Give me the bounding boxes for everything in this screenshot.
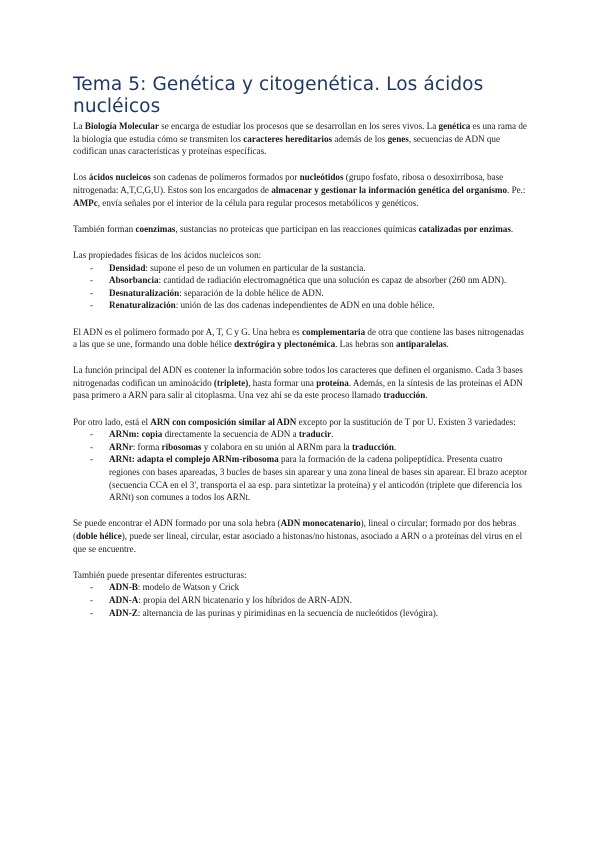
- list-item: - Renaturalización: unión de las dos cadenas independientes de ADN en una doble hélice.: [73, 299, 528, 312]
- list-item: - Absorbancia: cantidad de radiación electromagnética que una solución es capaz de absorber (260 nm ADN).: [73, 274, 528, 287]
- paragraph-funcion-adn: La función principal del ADN es contener la información sobre todos los caracteres que definen el organismo. Cada 3 bases nitrogenadas codifican un aminoácido (triplete), hasta formar una proteína. Además, en la síntesis de las proteínas el ADN pasa primero a ARN para salir al citoplasma. Una vez ahí se da este proceso llamado traducción.: [73, 365, 523, 401]
- paragraph-adn: El ADN es el polímero formado por A, T, C y G. Una hebra es complementaria de otra que contiene las bases nitrogenadas a las que se une, formando una doble hélice dextrógira y plectonémica. Las hebras son antiparalelas.: [73, 326, 524, 350]
- paragraph-formas-adn: Se puede encontrar el ADN formado por una sola hebra (ADN monocatenario), lineal o circular; formado por dos hebras (doble hélice), puede ser lineal, circular, estar asociado a histonas/no histonas, asociado a ARN o a proteínas del virus en el que se encuentre.: [73, 518, 523, 554]
- list-item: - Desnaturalización: separación de la doble hélice de ADN.: [73, 287, 528, 300]
- list-propiedades: [73, 262, 528, 312]
- list-item: - ADN-A: propia del ARN bicatenario y los híbridos de ARN-ADN.: [73, 594, 528, 607]
- paragraph-estructuras-intro: También puede presentar diferentes estructuras:: [73, 569, 247, 580]
- list-item: - ADN-B: modelo de Watson y Crick: [73, 581, 528, 594]
- paragraph-acidos-nucleicos: Los ácidos nucleicos son cadenas de polímeros formados por nucleótidos (grupo fosfato, ribosa o desoxirribosa, base nitrogenada: A,T,C,G,U). Estos son los encargados de almacenar y gestionar la información genética del organismo. Pe.: AMPc, envía señales por el interior de la célula para regular procesos metabólicos y genéticos.: [73, 172, 526, 208]
- list-item: - ARNm: copia directamente la secuencia de ADN a traducir.: [73, 428, 528, 441]
- list-item: - Densidad: supone el peso de un volumen en particular de la sustancia.: [73, 262, 528, 275]
- page-title: Tema 5: Genética y citogenética. Los ácidos nucléicos: [73, 74, 484, 117]
- list-item: - ADN-Z: alternancia de las purinas y pirimidinas en la secuencia de nucleótidos (levógira).: [73, 607, 528, 620]
- list-estructuras: [73, 581, 528, 619]
- list-item: - ARNr: forma ribosomas y colabora en su unión al ARNm para la traducción.: [73, 441, 528, 454]
- paragraph-arn: Por otro lado, está el ARN con composición similar al ADN excepto por la sustitución de T por U. Existen 3 variedades:: [73, 416, 516, 427]
- paragraph-propiedades-intro: Las propiedades físicas de los ácidos nucleicos son:: [73, 249, 262, 260]
- paragraph-biologia-molecular: La Biología Molecular se encarga de estudiar los procesos que se desarrollan en los seres vivos. La genética es una rama de la biología que estudia cómo se transmiten los caracteres hereditarios además de los genes, secuencias de ADN que codifican unas características y proteínas específicas.: [73, 121, 527, 157]
- list-arn: [73, 428, 528, 504]
- list-item: - ARNt: adapta el complejo ARNm-ribosoma para la formación de la cadena polipeptídica. Presenta cuatro regiones con bases apareadas, 3 bucles de bases sin aparear y una zona lineal de bases sin aparear. El brazo aceptor (secuencia CCA en el 3', transporta el aa esp. para sintetizar la proteína) y el anticodón (triplete que diferencia los ARNt) son comunes a todos los ARNt.: [73, 453, 528, 503]
- paragraph-coenzimas: También forman coenzimas, sustancias no proteicas que participan en las reacciones químicas catalizadas por enzimas.: [73, 223, 514, 234]
- document-body: [73, 120, 528, 633]
